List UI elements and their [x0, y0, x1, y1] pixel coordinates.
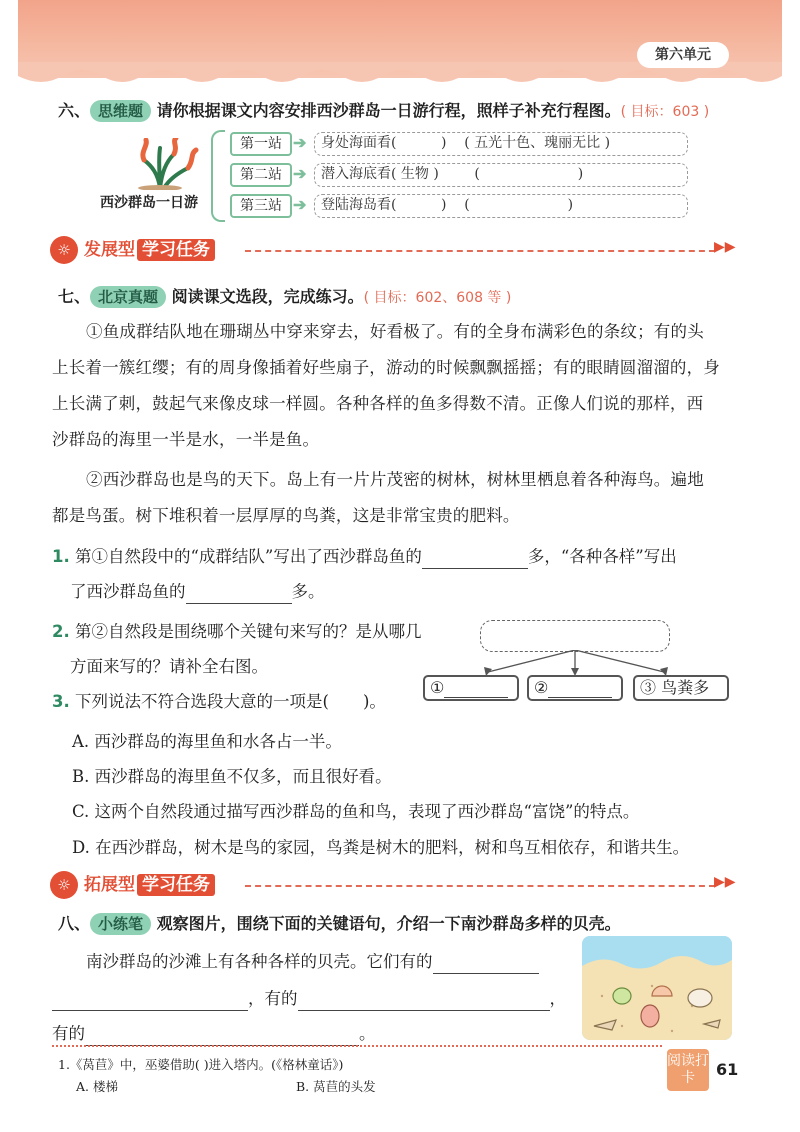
q6-tag: 思维题: [90, 100, 151, 122]
writing-blank[interactable]: [298, 991, 550, 1011]
unit-badge: 第六单元: [637, 42, 729, 68]
q8-tag: 小练笔: [90, 913, 151, 935]
q8-line-2: [52, 987, 566, 1011]
q7-1-text-a: 第①自然段中的“成群结队”写出了西沙群岛鱼的: [75, 547, 422, 566]
q8-line3-a: 有的: [52, 1024, 85, 1043]
q7-3-number: 3.: [52, 692, 70, 711]
q7-tag: 北京真题: [90, 286, 166, 308]
seashell-illustration: [582, 936, 732, 1040]
reading-checkin-badge[interactable]: 阅读打卡: [667, 1049, 709, 1091]
q6-number: 六、: [58, 101, 91, 120]
q7-prompt: 阅读课文选段，完成练习。: [171, 287, 364, 306]
diagram-box-3: ③ 鸟粪多: [633, 675, 729, 701]
q8-line3-b: 。: [359, 1024, 376, 1043]
passage-paragraph-1: [52, 314, 752, 458]
passage-line: 上长满了刺，鼓起气来像皮球一样圆。各种各样的鱼多得数不清。正像人们说的那样，西: [52, 394, 704, 413]
footer-option-b[interactable]: B. 莴苣的头发: [296, 1079, 376, 1094]
q6-title: [58, 98, 709, 122]
key-sentence-box[interactable]: [480, 620, 670, 652]
answer-blank[interactable]: [548, 680, 612, 698]
arrow-right-icon: ➔: [293, 164, 307, 183]
q7-number: 七、: [58, 287, 91, 306]
q8-line-1: [86, 950, 539, 974]
banner-dashed-line: [245, 885, 715, 887]
q8-line-3: [52, 1022, 376, 1046]
diagram-box-2[interactable]: [527, 675, 623, 701]
q8-line2-mid: ，有的: [248, 989, 298, 1008]
diagram-arrows: [470, 650, 690, 678]
passage-line: ②西沙群岛也是鸟的天下。岛上有一片片茂密的树林，树林里栖息着各种海鸟。遍地: [86, 470, 704, 489]
passage-line: 沙群岛的海里一半是水，一半是鱼。: [52, 430, 320, 449]
diagram-box-1-label: ①: [430, 678, 445, 697]
banner-ext-word2: 学习任务: [137, 874, 215, 896]
writing-blank[interactable]: [52, 991, 248, 1011]
q6-target: ( 目标：603 ): [620, 104, 710, 120]
q7-2-text-b: 方面来写的？请补全右图。: [70, 657, 268, 676]
lightbulb-icon: ☼: [50, 236, 78, 264]
passage-line: ①鱼成群结队地在珊瑚丛中穿来穿去，好看极了。有的全身布满彩色的条纹；有的头: [86, 322, 704, 341]
double-arrow-icon: ▶▶: [714, 239, 736, 255]
stop-1-line[interactable]: 身处海面看( ) ( 五光十色、瑰丽无比 ): [314, 132, 688, 156]
banner-dashed-line: [245, 250, 715, 252]
q7-3-text-a: 下列说法不符合选段大意的一项是(: [75, 692, 329, 711]
option-b[interactable]: B. 西沙群岛的海里鱼不仅多，而且很好看。: [72, 767, 392, 786]
arrow-right-icon: ➔: [293, 133, 307, 152]
q8-line1-text: 南沙群岛的沙滩上有各种各样的贝壳。它们有的: [86, 952, 433, 971]
q8-line2-end: ，: [549, 989, 566, 1008]
option-d[interactable]: D. 在西沙群岛，树木是鸟的家园，鸟粪是树木的肥料，树和鸟互相依存，和谐共生。: [72, 838, 690, 857]
banner-dev-word1: 发展型: [84, 240, 135, 260]
diagram-box-1[interactable]: [423, 675, 519, 701]
q8-title: [58, 911, 621, 935]
passage-line: 上长着一簇红缨；有的周身像插着好些扇子，游动的时候飘飘摇摇；有的眼睛圆溜溜的，身: [52, 358, 720, 377]
passage-line: 都是鸟蛋。树下堆积着一层厚厚的鸟粪，这是非常宝贵的肥料。: [52, 506, 520, 525]
arrow-right-icon: ➔: [293, 195, 307, 214]
option-c[interactable]: C. 这两个自然段通过描写西沙群岛的鱼和鸟，表现了西沙群岛“富饶”的特点。: [72, 802, 640, 821]
q8-prompt: 观察图片，围绕下面的关键语句，介绍一下南沙群岛多样的贝壳。: [156, 914, 621, 933]
q7-title: [58, 284, 511, 308]
footer-option-a[interactable]: A. 楼梯: [76, 1079, 118, 1094]
coral-illustration: [130, 138, 200, 190]
stop-2-line[interactable]: 潜入海底看( 生物 ) ( ): [314, 163, 688, 187]
q6-prompt: 请你根据课文内容安排西沙群岛一日游行程，照样子补充行程图。: [156, 101, 621, 120]
passage-paragraph-2: [52, 462, 752, 534]
stop-2-label: 第二站: [230, 163, 292, 187]
q7-1-line-1: [52, 545, 677, 569]
diagram-box-2-label: ②: [534, 678, 549, 697]
stop-1-label: 第一站: [230, 132, 292, 156]
answer-blank[interactable]: [444, 680, 508, 698]
writing-blank[interactable]: [85, 1026, 359, 1046]
footer-question: 1.《莴苣》中，巫婆借助( )进入塔内。(《格林童话》): [58, 1057, 344, 1072]
banner-dev-word2: 学习任务: [137, 239, 215, 261]
double-arrow-icon: ▶▶: [714, 874, 736, 890]
answer-blank[interactable]: [186, 584, 292, 604]
footer-dotted-line: [52, 1045, 662, 1047]
q7-1-text-b: 多，“各种各样”写出: [527, 547, 677, 566]
q7-2-line-1: [52, 620, 422, 644]
option-a[interactable]: A. 西沙群岛的海里鱼和水各占一半。: [72, 732, 342, 751]
q7-1-number: 1.: [52, 547, 70, 566]
itinerary-brace: [211, 130, 225, 222]
lightbulb-icon: ☼: [50, 871, 78, 899]
q7-1-text-c: 了西沙群岛鱼的: [70, 582, 186, 601]
q7-2-number: 2.: [52, 622, 70, 641]
section-banner-ext: [50, 872, 215, 898]
q7-1-line-2: [70, 580, 325, 604]
q7-3-line: [52, 690, 386, 714]
q7-1-text-d: 多。: [291, 582, 325, 601]
q7-2-text-a: 第②自然段是围绕哪个关键句来写的？是从哪几: [75, 622, 422, 641]
writing-blank[interactable]: [433, 954, 539, 974]
q7-target: ( 目标：602、608 等 ): [363, 290, 512, 306]
banner-ext-word1: 拓展型: [84, 875, 135, 895]
seashell-scene: [582, 936, 732, 1040]
q7-3-text-b: )。: [362, 692, 386, 711]
itinerary-caption: 西沙群岛一日游: [100, 195, 198, 211]
q8-number: 八、: [58, 914, 91, 933]
section-banner-dev: [50, 237, 215, 263]
page-number: 61: [716, 1060, 739, 1079]
answer-blank[interactable]: [422, 549, 528, 569]
stop-3-label: 第三站: [230, 194, 292, 218]
stop-3-line[interactable]: 登陆海岛看( ) ( ): [314, 194, 688, 218]
